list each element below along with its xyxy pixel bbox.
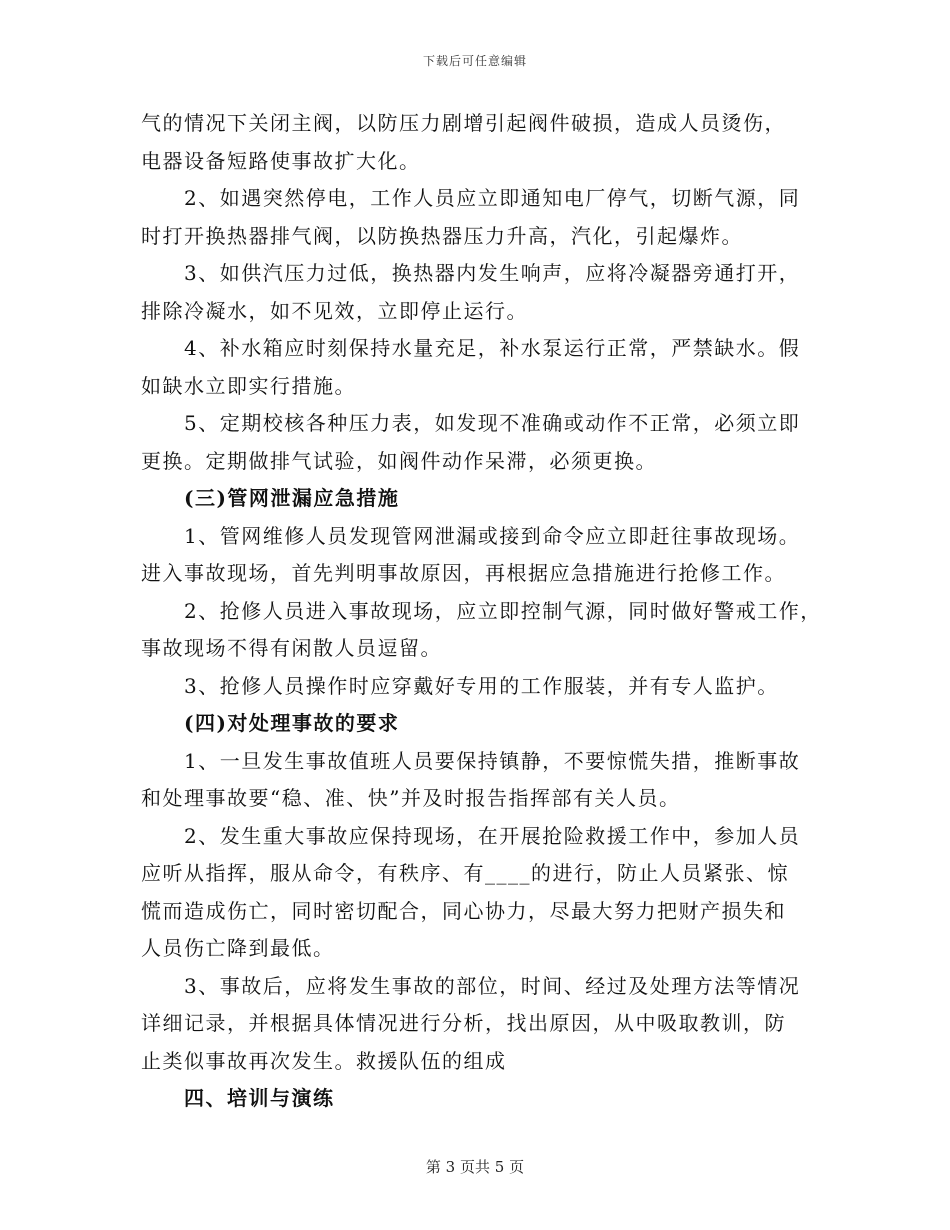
page-header: 下载后可任意编辑 bbox=[422, 54, 527, 68]
text-line: 慌而造成伤亡，同时密切配合，同心协力，尽最大努力把财产损失和 bbox=[141, 898, 786, 923]
text-line: 4、补水箱应时刻保持水量充足，补水泵运行正常，严禁缺水。假 bbox=[184, 336, 801, 360]
text-line: 更换。定期做排气试验，如阀件动作呆滞，必须更换。 bbox=[141, 448, 657, 473]
section-heading: 四、培训与演练 bbox=[184, 1086, 335, 1110]
text-line: 3、事故后，应将发生事故的部位，时间、经过及处理方法等情况 bbox=[184, 973, 801, 998]
text-line: 人员伤亡降到最低。 bbox=[141, 936, 335, 960]
section-heading: (三)管网泄漏应急措施 bbox=[184, 486, 400, 510]
text-line: 3、抢修人员操作时应穿戴好专用的工作服装，并有专人监护。 bbox=[184, 673, 779, 698]
text-line: 2、发生重大事故应保持现场，在开展抢险救援工作中，参加人员 bbox=[184, 823, 801, 848]
text-line: 如缺水立即实行措施。 bbox=[141, 373, 356, 398]
text-line: 应听从指挥，服从命令，有秩序、有____的进行，防止人员紧张、惊 bbox=[141, 861, 789, 885]
text-line: 5、定期校核各种压力表，如发现不准确或动作不正常，必须立即 bbox=[184, 411, 801, 435]
text-line: 2、抢修人员进入事故现场，应立即控制气源，同时做好警戒工作， bbox=[184, 598, 822, 623]
text-line: 3、如供汽压力过低，换热器内发生响声，应将冷凝器旁通打开， bbox=[184, 261, 801, 285]
text-line: 排除冷凝水，如不见效，立即停止运行。 bbox=[141, 298, 528, 323]
text-line: 事故现场不得有闲散人员逗留。 bbox=[141, 636, 442, 660]
text-line: 和处理事故要“稳、准、快”并及时报告指挥部有关人员。 bbox=[141, 786, 681, 810]
text-line: 气的情况下关闭主阀，以防压力剧增引起阀件破损，造成人员烫伤， bbox=[141, 111, 786, 135]
text-line: 1、管网维修人员发现管网泄漏或接到命令应立即赶往事故现场。 bbox=[184, 523, 801, 548]
text-line: 1、一旦发生事故值班人员要保持镇静，不要惊慌失措，推断事故 bbox=[184, 748, 801, 773]
text-line: 电器设备短路使事故扩大化。 bbox=[141, 148, 421, 173]
document-body bbox=[141, 105, 821, 1118]
text-line: 止类似事故再次发生。救援队伍的组成 bbox=[141, 1048, 507, 1073]
text-line: 时打开换热器排气阀，以防换热器压力升高，汽化，引起爆炸。 bbox=[141, 223, 743, 248]
text-line: 进入事故现场，首先判明事故原因，再根据应急措施进行抢修工作。 bbox=[141, 561, 786, 585]
section-heading: (四)对处理事故的要求 bbox=[184, 711, 400, 735]
text-line: 详细记录，并根据具体情况进行分析，找出原因，从中吸取教训，防 bbox=[141, 1011, 786, 1035]
text-line: 2、如遇突然停电，工作人员应立即通知电厂停气，切断气源，同 bbox=[184, 186, 801, 210]
page-footer: 第 3 页共 5 页 bbox=[425, 1158, 525, 1176]
